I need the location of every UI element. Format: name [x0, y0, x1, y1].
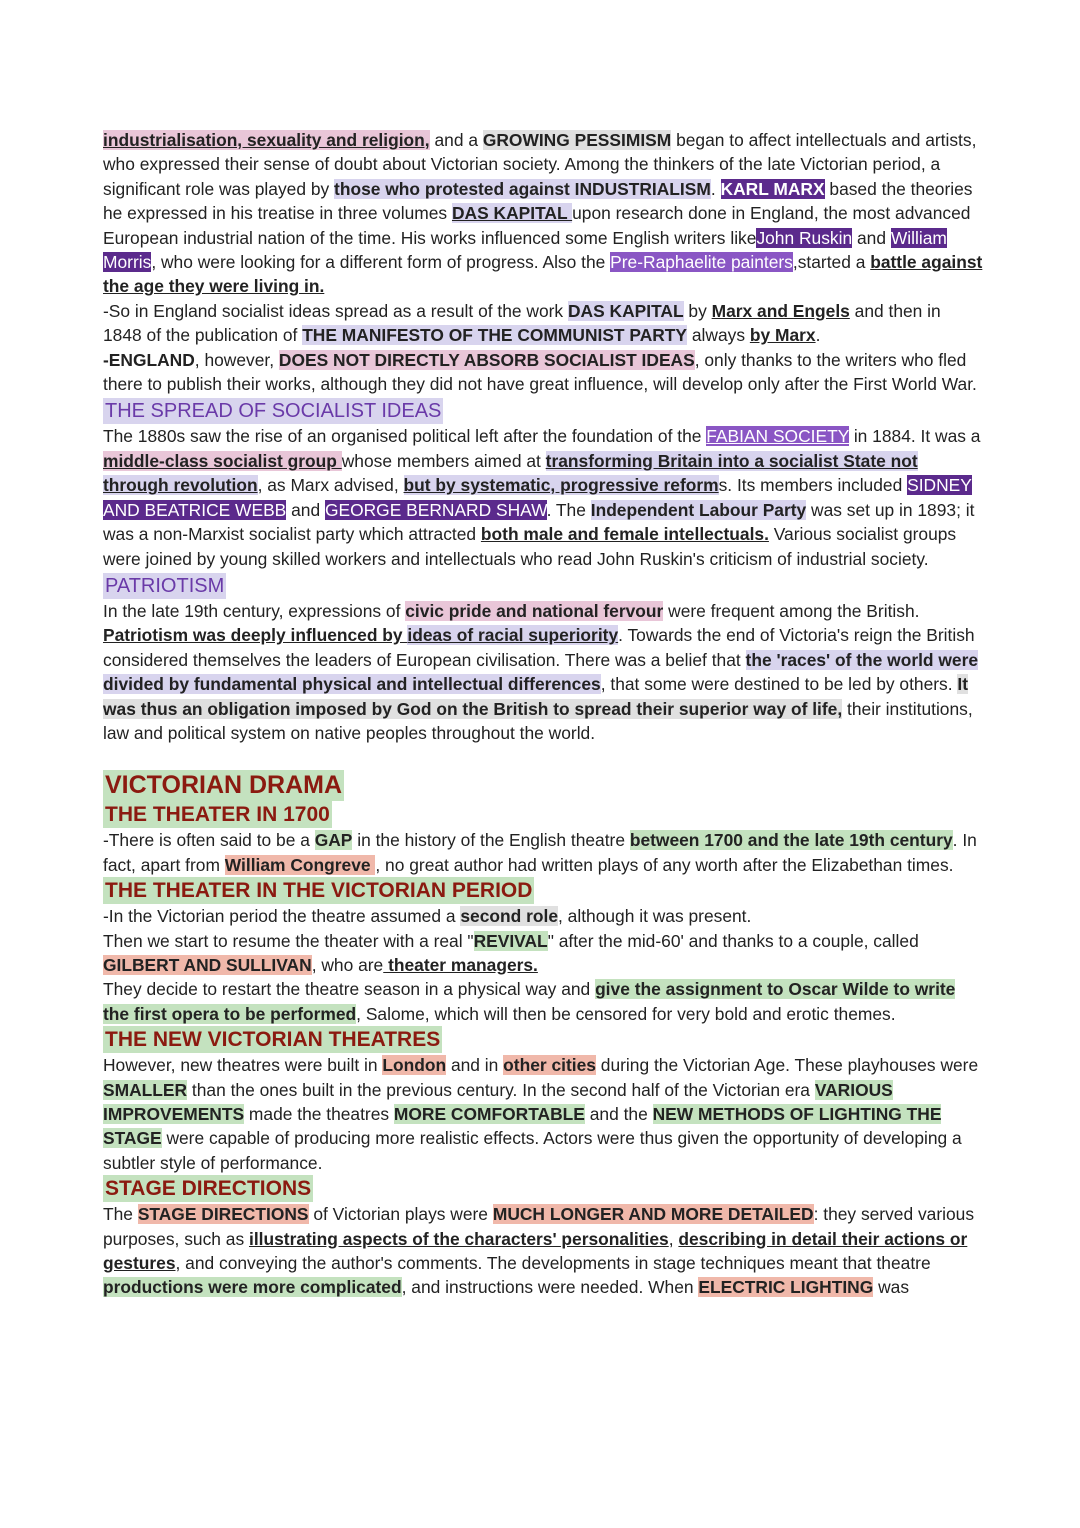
text: made the theatres	[244, 1104, 394, 1124]
highlight: William Morris	[103, 227, 947, 273]
paragraph-england	[103, 348, 983, 397]
highlight: the 'races' of the world were divided by fundamental physical and intellectual differences	[103, 649, 979, 695]
bold-text: -ENGLAND	[103, 349, 195, 370]
underlined-text: both male and female intellectuals.	[480, 524, 769, 545]
highlight: ELECTRIC LIGHTING	[698, 1277, 874, 1298]
text: was set up in 1893; it was a non-Marxist socialist party which attracted	[103, 499, 975, 545]
text: whose members aimed at	[341, 450, 546, 471]
text: in the history of the English theatre	[352, 830, 630, 851]
text: The	[103, 1204, 138, 1225]
underlined-text: Patriotism was deeply influenced by	[103, 625, 408, 646]
text: s. Its members included	[718, 475, 908, 496]
highlight: THE MANIFESTO OF THE COMMUNIST PARTY	[302, 325, 688, 346]
text: Then we start to resume the theater with a real "	[103, 930, 474, 951]
text: .	[710, 178, 721, 199]
highlight: other cities	[503, 1055, 596, 1076]
text: , as Marx advised,	[257, 475, 404, 496]
heading-spread-of-socialist-ideas: THE SPREAD OF SOCIALIST IDEAS	[105, 400, 442, 423]
text: and the	[584, 1104, 653, 1124]
highlight: VARIOUS IMPROVEMENTS	[103, 1079, 893, 1124]
text: and	[852, 227, 891, 248]
paragraph-revival	[103, 929, 983, 978]
highlight: FABIAN SOCIETY	[706, 426, 849, 447]
text: by	[683, 300, 712, 321]
document-page	[103, 128, 983, 1300]
text: : they served various purposes, such as	[103, 1204, 975, 1249]
highlight: give the assignment to Oscar Wilde to write the first opera to be performed	[103, 979, 956, 1024]
text: , and conveying the author's comments. The developments in stage techniques meant that theatre	[175, 1253, 931, 1274]
highlight: transforming Britain into a socialist State not through revolution	[103, 450, 918, 496]
paragraph-stage-directions	[103, 1202, 983, 1300]
highlight: MORE COMFORTABLE	[393, 1104, 585, 1124]
underlined-text: by Marx	[749, 325, 816, 346]
highlight: STAGE DIRECTIONS	[137, 1204, 309, 1225]
text: were capable of producing more realistic effects. Actors were thus given the opportunity of developing a subtler style of performance.	[103, 1128, 962, 1173]
text: and in	[446, 1055, 504, 1076]
text: . The	[546, 499, 591, 520]
text: and	[286, 499, 325, 520]
paragraph-pessimism	[103, 128, 983, 299]
highlight: productions were more complicated	[103, 1277, 402, 1298]
paragraph-fabian-society	[103, 424, 983, 570]
text: was	[873, 1277, 910, 1298]
highlight: GROWING PESSIMISM	[482, 130, 672, 150]
paragraph-theater-1700	[103, 828, 983, 877]
paragraph-new-theatres	[103, 1053, 983, 1175]
text: However, new theatres were built in	[103, 1055, 383, 1076]
text: , however,	[194, 349, 279, 370]
highlight: MUCH LONGER AND MORE DETAILED	[492, 1204, 814, 1225]
highlight: second role	[460, 906, 558, 927]
highlight: Independent Labour Party	[590, 499, 807, 520]
text: They decide to restart the theatre season in a physical way and	[103, 979, 596, 1000]
highlight: KARL MARX	[720, 178, 825, 199]
paragraph-patriotism	[103, 599, 983, 745]
highlight: those who protested against INDUSTRIALISM	[334, 178, 711, 199]
text: , although it was present.	[558, 906, 752, 927]
highlight: GEORGE BERNARD SHAW	[324, 499, 547, 520]
text: The 1880s saw the rise of an organised political left after the foundation of the	[103, 426, 707, 447]
text: their institutions, law and political system on native peoples throughout the world.	[103, 698, 973, 743]
highlight: DAS KAPITAL	[567, 300, 684, 321]
text: and then in 1848 of the publication of	[103, 300, 941, 346]
heading-patriotism: PATRIOTISM	[105, 574, 225, 597]
text: in 1884. It was a	[848, 426, 981, 447]
underlined-text: Marx and Engels	[711, 300, 850, 321]
text: -So in England socialist ideas spread as a result of the work	[103, 300, 568, 321]
highlight: industrialisation, sexuality and religion,	[103, 130, 430, 150]
text: . Towards the end of Victoria's reign the British considered themselves the leaders of European civilisation. There was a belief that	[103, 625, 975, 670]
heading-theater-victorian-period: THE THEATER IN THE VICTORIAN PERIOD	[105, 879, 533, 903]
highlight: John Ruskin	[756, 227, 853, 248]
text: and a	[429, 130, 483, 150]
text: , and instructions were needed. When	[401, 1277, 699, 1298]
paragraph-second-role	[103, 904, 983, 928]
text: -In the Victorian period the theatre assumed a	[103, 906, 461, 927]
paragraph-socialist-ideas	[103, 299, 983, 348]
text: , that some were destined to be led by others.	[600, 674, 958, 695]
text: , only thanks to the writers who fled there to publish their works, although they did not have great influence, will develop only after the First World War.	[103, 349, 977, 395]
underlined-text: battle against the age they were living in.	[103, 252, 983, 297]
highlight: London	[382, 1055, 447, 1076]
underlined-text: theater managers.	[383, 954, 538, 975]
highlight: It was thus an obligation imposed by God on the British to spread their superior way of life,	[103, 674, 969, 719]
highlight: SMALLER	[103, 1079, 188, 1100]
heading-theater-1700: THE THEATER IN 1700	[105, 803, 330, 827]
text: ,	[668, 1228, 679, 1249]
highlight: GAP	[314, 830, 353, 851]
text: upon research done in England, the most advanced European industrial nation of the time. His works influenced some English writers like	[103, 203, 971, 248]
text: of Victorian plays were	[308, 1204, 493, 1225]
heading-victorian-drama: VICTORIAN DRAMA	[105, 771, 343, 800]
spacer	[103, 745, 983, 770]
text: Various socialist groups were joined by young skilled workers and intellectuals who read John Ruskin's criticism of industrial society.	[103, 524, 957, 569]
text: . In fact, apart from	[103, 830, 977, 875]
text: " after the mid-60' and thanks to a couple, called	[547, 930, 919, 951]
highlight: civic pride and national fervour	[405, 600, 664, 621]
text: always	[687, 325, 750, 346]
text: during the Victorian Age. These playhouses were	[595, 1055, 979, 1076]
text: , who are	[311, 954, 384, 975]
text: , who were looking for a different form of progress. Also the	[151, 252, 611, 273]
highlight: REVIVAL	[473, 930, 548, 951]
highlight: SIDNEY AND BEATRICE WEBB	[103, 475, 972, 520]
text: began to affect intellectuals and artists, who expressed their sense of doubt about Victorian society. Among the thinkers of the late Victorian period, a significant role was played by	[103, 130, 977, 199]
underlined-text: describing in detail their actions or gestures	[103, 1228, 968, 1274]
text: ,started a	[792, 252, 871, 273]
text: were frequent among the British.	[663, 600, 920, 621]
highlight: William Congreve	[224, 854, 376, 875]
highlight: Pre-Raphaelite painters	[610, 252, 793, 273]
text: In the late 19th century, expressions of	[103, 600, 406, 621]
highlight: NEW METHODS OF LIGHTING THE STAGE	[103, 1104, 942, 1149]
heading-stage-directions: STAGE DIRECTIONS	[105, 1177, 312, 1201]
text: based the theories he expressed in his treatise in three volumes	[103, 178, 973, 224]
highlight: but by systematic, progressive reform	[403, 475, 719, 496]
underlined-text: illustrating aspects of the characters' personalities	[248, 1228, 669, 1249]
highlight: GILBERT AND SULLIVAN	[103, 954, 312, 975]
highlight: middle-class socialist group	[103, 450, 342, 471]
paragraph-oscar-wilde	[103, 977, 983, 1026]
text: -There is often said to be a	[103, 830, 315, 851]
heading-new-victorian-theatres: THE NEW VICTORIAN THEATRES	[105, 1028, 441, 1052]
text: .	[815, 325, 821, 346]
highlight: ideas of racial superiority	[407, 625, 619, 646]
highlight: DOES NOT DIRECTLY ABSORB SOCIALIST IDEAS	[278, 349, 695, 370]
text: , Salome, which will then be censored for very bold and erotic themes.	[356, 1003, 896, 1024]
highlight: DAS KAPITAL	[451, 203, 573, 224]
text: than the ones built in the previous century. In the second half of the Victorian era	[187, 1079, 815, 1100]
highlight: between 1700 and the late 19th century	[629, 830, 953, 851]
text: , no great author had written plays of any worth after the Elizabethan times.	[375, 854, 954, 875]
